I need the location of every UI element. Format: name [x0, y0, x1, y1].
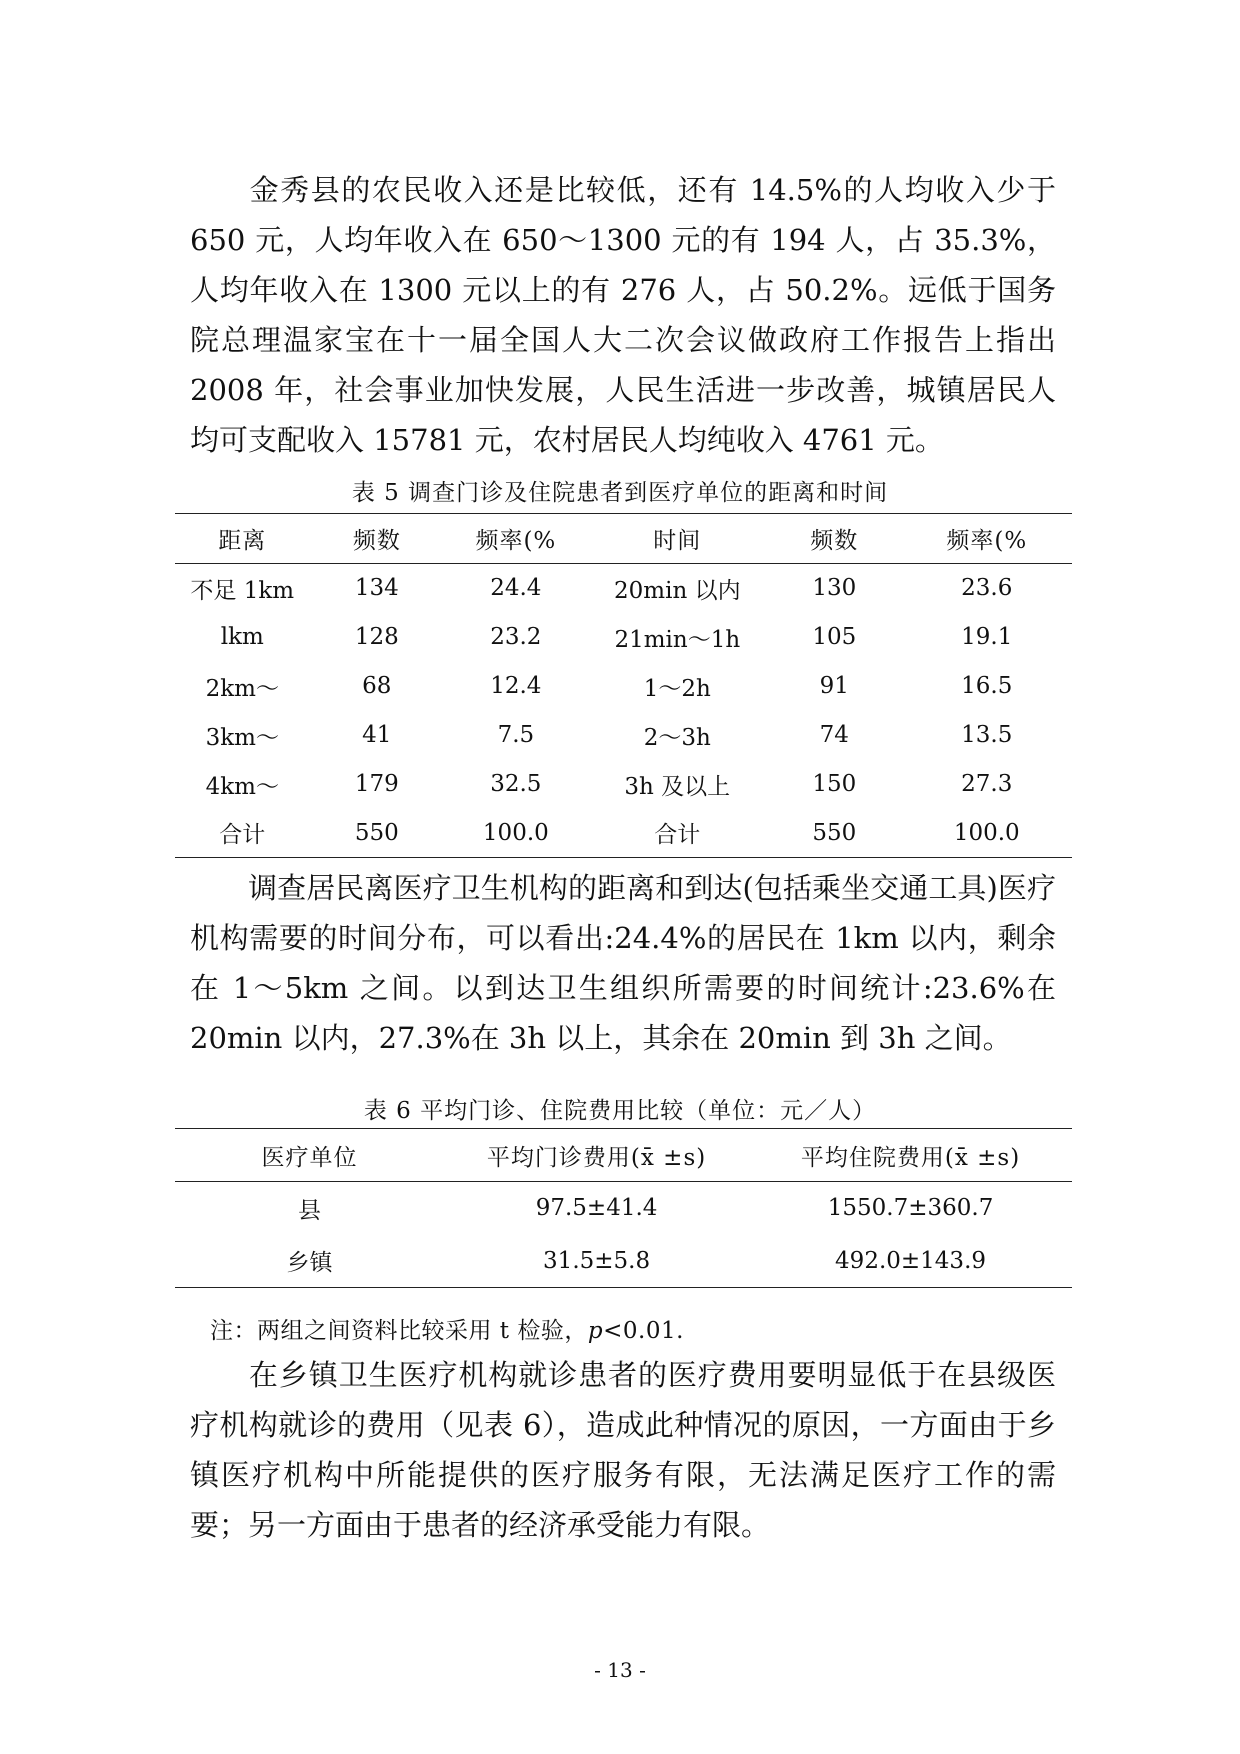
table5-header-cell: 时间 [588, 514, 767, 564]
table-cell: 105 [812, 624, 857, 650]
paragraph-distance-text: 调查居民离医疗卫生机构的距离和到达(包括乘坐交通工具)医疗机构需要的时间分布，可以看出:24.4%的居民在 1km 以内，剩余在 1～5km 之间。以到达卫生组织所需要的时间统计:23.6%在 20min 以内，27.3%在 3h 以上，其余在 20min 到 3h 之间。 [190, 871, 1056, 1055]
table-cell: 24.4 [490, 575, 542, 602]
table-cell: 2km～ [205, 675, 279, 702]
table-cell: 74 [819, 722, 849, 748]
table-cell: 23.6 [961, 575, 1013, 602]
table-row [175, 711, 1072, 760]
table-cell: 3km～ [205, 724, 279, 751]
table-cell: 不足 1km [190, 577, 295, 604]
table6-header-row [175, 1129, 1072, 1182]
table-cell: 县 [298, 1197, 322, 1224]
table-cell: lkm [220, 624, 264, 650]
note-suffix: <0.01. [603, 1318, 684, 1344]
table-cell: 21min～1h [614, 626, 741, 653]
p-symbol: p [587, 1318, 604, 1344]
table-cell: 550 [310, 809, 445, 858]
table-cell: 1～2h [643, 675, 711, 702]
table-row [175, 1235, 1072, 1288]
table-cell: 91 [819, 673, 849, 699]
table-row [175, 662, 1072, 711]
table6-header-cell: 医疗单位 [175, 1129, 444, 1182]
table-cell: 7.5 [497, 722, 535, 748]
table-cell: 1550.7±360.7 [827, 1195, 994, 1222]
table-cell: 492.0±143.9 [749, 1235, 1072, 1288]
table-cell: 乡镇 [175, 1235, 444, 1288]
note-prefix: 注：两组之间资料比较采用 t 检验， [210, 1318, 588, 1344]
table-row [175, 564, 1072, 613]
table-row [175, 613, 1072, 662]
paragraph-income [190, 165, 1056, 465]
table-cell: 68 [362, 673, 392, 699]
table-cell: 31.5±5.8 [444, 1235, 749, 1288]
table5-header-cell: 频数 [767, 514, 902, 564]
page-number: - 13 - [594, 1658, 646, 1682]
table-cell: 4km～ [205, 773, 279, 800]
table-cell: 27.3 [961, 771, 1013, 797]
table-cell: 100.0 [444, 809, 588, 858]
table-cell: 2～3h [643, 724, 711, 751]
table5-header-cell: 频数 [310, 514, 445, 564]
table-cell: 20min 以内 [614, 577, 741, 604]
table-cell: 13.5 [961, 722, 1013, 748]
table-cell: 合计 [588, 809, 767, 858]
table-row [175, 809, 1072, 858]
table-cell: 16.5 [961, 673, 1013, 699]
table-cell: 97.5±41.4 [535, 1195, 658, 1222]
table-cell: 合计 [175, 809, 310, 858]
table5-header-cell: 频率(% [444, 514, 588, 564]
table5-caption: 表 5 调查门诊及住院患者到医疗单位的距离和时间 [351, 480, 889, 506]
table-cell: 100.0 [902, 809, 1072, 858]
table-cell: 550 [767, 809, 902, 858]
paragraph-distance [190, 863, 1056, 1063]
table-cell: 3h 及以上 [624, 773, 731, 800]
table6-header-cell: 平均门诊费用(x̄ ±s) [444, 1129, 749, 1182]
table-cell: 23.2 [490, 624, 542, 650]
table-cell: 12.4 [490, 673, 542, 699]
table5-distance-time [175, 513, 1072, 858]
paragraph-cost-text: 在乡镇卫生医疗机构就诊患者的医疗费用要明显低于在县级医疗机构就诊的费用（见表 6），造成此种情况的原因，一方面由于乡镇医疗机构中所能提供的医疗服务有限，无法满足医疗工作的需要；另一方面由于患者的经济承受能力有限。 [190, 1358, 1056, 1542]
table6-header-cell: 平均住院费用(x̄ ±s) [749, 1129, 1072, 1182]
table-cell: 128 [354, 624, 399, 650]
table-cell: 130 [812, 575, 857, 602]
table-cell: 179 [354, 771, 399, 797]
table-cell: 134 [354, 575, 399, 602]
table5-header-row [175, 514, 1072, 564]
table6-caption: 表 6 平均门诊、住院费用比较（单位：元／人） [363, 1098, 877, 1124]
table-cell: 150 [812, 771, 857, 797]
table5-header-cell: 频率(% [902, 514, 1072, 564]
paragraph-cost [190, 1350, 1056, 1550]
table6-note [210, 1312, 684, 1345]
table-row [175, 1182, 1072, 1235]
table-cell: 19.1 [961, 624, 1013, 650]
table-row [175, 760, 1072, 809]
table5-header-cell: 距离 [175, 514, 310, 564]
paragraph-income-text: 金秀县的农民收入还是比较低，还有 14.5%的人均收入少于 650 元，人均年收入在 650～1300 元的有 194 人，占 35.3%，人均年收入在 1300 元以上的有 276 人，占 50.2%。远低于国务院总理温家宝在十一届全国人大二次会议做政府工作报告上指出 2008 年，社会事业加快发展，人民生活进一步改善，城镇居民人均可支配收入 15781 元，农村居民人均纯收入 4761 元。 [190, 173, 1056, 457]
table-cell: 32.5 [490, 771, 542, 797]
table-cell: 41 [362, 722, 392, 748]
table6-cost-comparison [175, 1128, 1072, 1288]
